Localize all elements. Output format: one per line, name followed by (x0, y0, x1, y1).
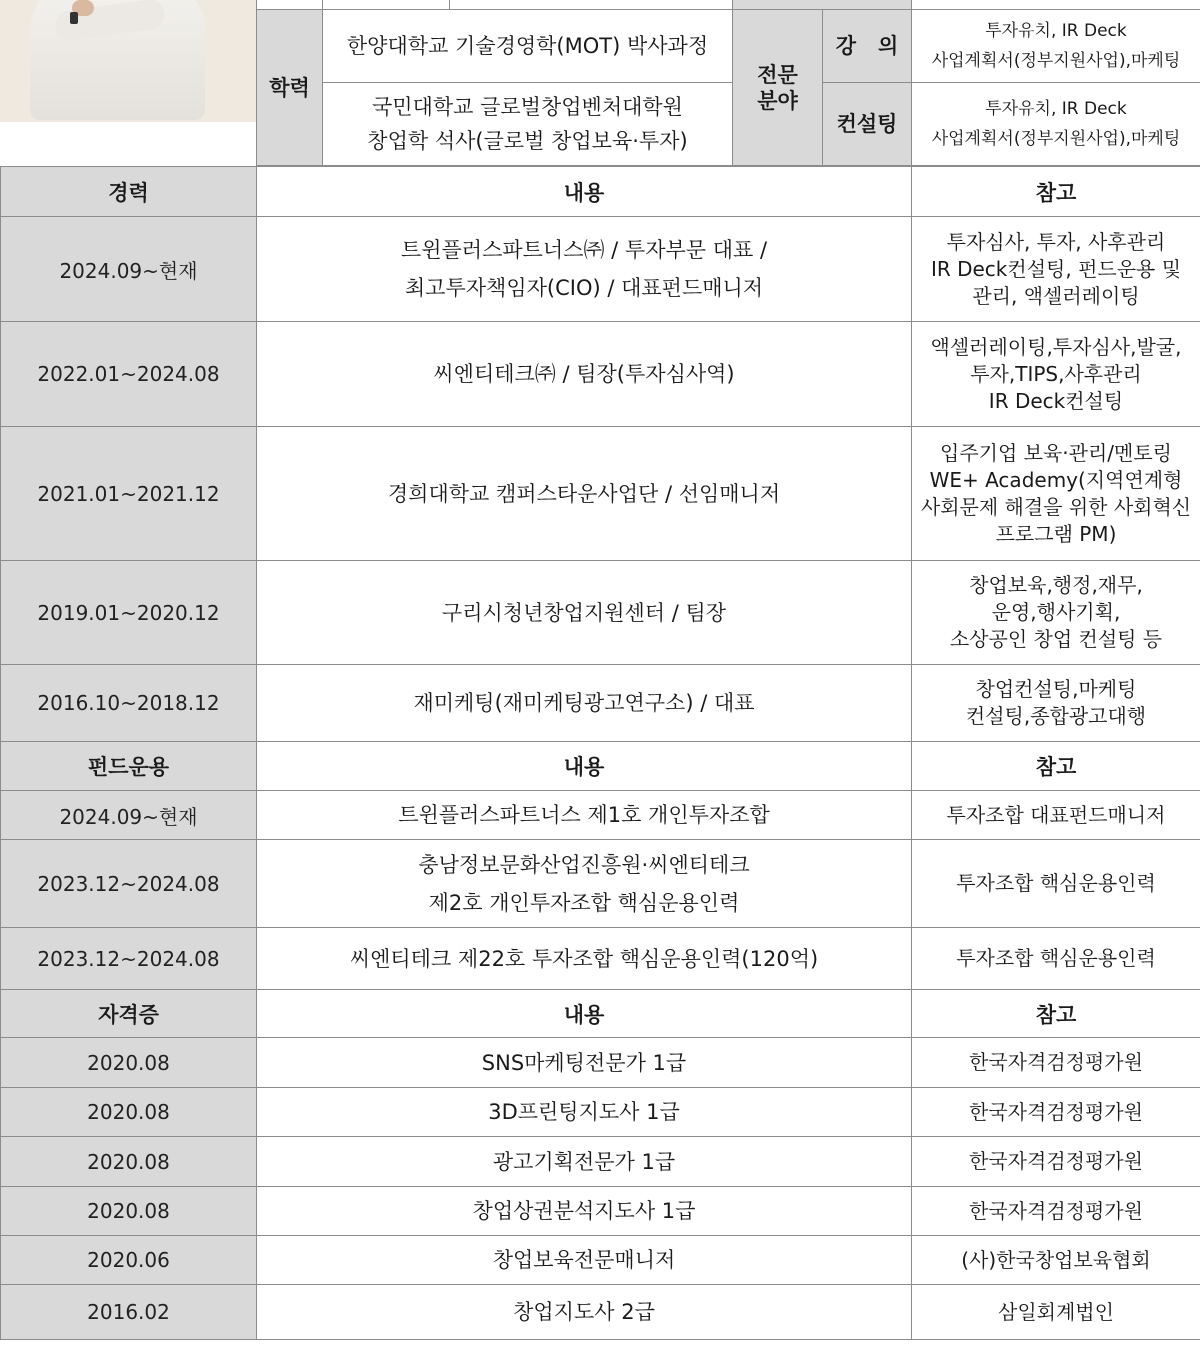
expertise-lecture-label: 강 의 (822, 9, 912, 83)
table-row (1, 1038, 1200, 1088)
content-cell: 씨엔티테크㈜ / 팀장(투자심사역) (257, 322, 912, 427)
profile-photo (0, 0, 256, 166)
note-cell: 삼일회계법인 (912, 1285, 1200, 1340)
table-row (1, 791, 1200, 840)
period-cell: 2020.08 (1, 1137, 257, 1187)
content-cell: 광고기획전문가 1급 (257, 1137, 912, 1187)
certificate-header-row (1, 990, 1200, 1038)
note-header: 참고 (912, 167, 1200, 217)
content-cell: 트윈플러스파트너스 제1호 개인투자조합 (257, 791, 912, 840)
fund-header-row (1, 742, 1200, 791)
career-header-row (1, 167, 1200, 217)
table-row (1, 561, 1200, 665)
period-cell: 2020.08 (1, 1187, 257, 1236)
content-cell: 3D프린팅지도사 1급 (257, 1088, 912, 1137)
content-cell: 구리시청년창업지원센터 / 팀장 (257, 561, 912, 665)
period-cell: 2016.10~2018.12 (1, 665, 257, 742)
content-cell: 씨엔티테크 제22호 투자조합 핵심운용인력(120억) (257, 928, 912, 990)
table-row (1, 665, 1200, 742)
fund-header-label: 펀드운용 (1, 742, 257, 791)
note-cell: 액셀러레이팅,투자심사,발굴, 투자,TIPS,사후관리 IR Deck컨설팅 (912, 322, 1200, 427)
education-item: 국민대학교 글로벌창업벤처대학원 창업학 석사(글로벌 창업보육·투자) (322, 82, 733, 166)
table-row (1, 1137, 1200, 1187)
note-cell: 투자심사, 투자, 사후관리 IR Deck컨설팅, 펀드운용 및 관리, 액셀러레이팅 (912, 217, 1200, 322)
note-cell: 입주기업 보육·관리/멘토링 WE+ Academy(지역연계형 사회문제 해결을 위한 사회혁신 프로그램 PM) (912, 427, 1200, 561)
table-row (1, 427, 1200, 561)
note-cell: 한국자격검정평가원 (912, 1088, 1200, 1137)
table-row (1, 1236, 1200, 1285)
period-cell: 2020.08 (1, 1038, 257, 1088)
content-header: 내용 (257, 742, 912, 791)
table-row (1, 1285, 1200, 1340)
content-cell: 창업상권분석지도사 1급 (257, 1187, 912, 1236)
certificate-header-label: 자격증 (1, 990, 257, 1038)
content-cell: SNS마케팅전문가 1급 (257, 1038, 912, 1088)
note-header: 참고 (912, 742, 1200, 791)
content-cell: 경희대학교 캠퍼스타운사업단 / 선임매니저 (257, 427, 912, 561)
note-cell: 투자조합 핵심운용인력 (912, 840, 1200, 928)
period-cell: 2023.12~2024.08 (1, 928, 257, 990)
expertise-lecture-value: 투자유치, IR Deck 사업계획서(정부지원사업),마케팅 (911, 9, 1200, 83)
period-cell: 2023.12~2024.08 (1, 840, 257, 928)
content-cell: 충남정보문화산업진흥원·씨엔티테크 제2호 개인투자조합 핵심운용인력 (257, 840, 912, 928)
note-cell: 한국자격검정평가원 (912, 1137, 1200, 1187)
table-row (1, 1187, 1200, 1236)
period-cell: 2021.01~2021.12 (1, 427, 257, 561)
content-header: 내용 (257, 990, 912, 1038)
education-item: 한양대학교 기술경영학(MOT) 박사과정 (322, 9, 733, 83)
education-label: 학력 (256, 9, 323, 166)
period-cell: 2020.06 (1, 1236, 257, 1285)
period-cell: 2024.09~현재 (1, 791, 257, 840)
note-cell: 한국자격검정평가원 (912, 1187, 1200, 1236)
expertise-consulting-value: 투자유치, IR Deck 사업계획서(정부지원사업),마케팅 (911, 82, 1200, 166)
note-header: 참고 (912, 990, 1200, 1038)
period-cell: 2020.08 (1, 1088, 257, 1137)
period-cell: 2016.02 (1, 1285, 257, 1340)
table-row (1, 928, 1200, 990)
content-cell: 재미케팅(재미케팅광고연구소) / 대표 (257, 665, 912, 742)
table-row (1, 322, 1200, 427)
table-row (1, 217, 1200, 322)
content-cell: 트윈플러스파트너스㈜ / 투자부문 대표 / 최고투자책임자(CIO) / 대표펀드매니저 (257, 217, 912, 322)
profile-header (0, 0, 1200, 166)
note-cell: 투자조합 핵심운용인력 (912, 928, 1200, 990)
profile-table (0, 166, 1200, 1340)
note-cell: 창업보육,행정,재무, 운영,행사기획, 소상공인 창업 컨설팅 등 (912, 561, 1200, 665)
note-cell: 투자조합 대표펀드매니저 (912, 791, 1200, 840)
table-row (1, 1088, 1200, 1137)
table-row (1, 840, 1200, 928)
expertise-label: 전문 분야 (732, 9, 823, 166)
expertise-consulting-label: 컨설팅 (822, 82, 912, 166)
period-cell: 2024.09~현재 (1, 217, 257, 322)
content-cell: 창업보육전문매니저 (257, 1236, 912, 1285)
content-header: 내용 (257, 167, 912, 217)
period-cell: 2022.01~2024.08 (1, 322, 257, 427)
career-header-label: 경력 (1, 167, 257, 217)
content-cell: 창업지도사 2급 (257, 1285, 912, 1340)
note-cell: (사)한국창업보육협회 (912, 1236, 1200, 1285)
note-cell: 창업컨설팅,마케팅 컨설팅,종합광고대행 (912, 665, 1200, 742)
note-cell: 한국자격검정평가원 (912, 1038, 1200, 1088)
education-expertise-grid (256, 0, 1200, 166)
period-cell: 2019.01~2020.12 (1, 561, 257, 665)
